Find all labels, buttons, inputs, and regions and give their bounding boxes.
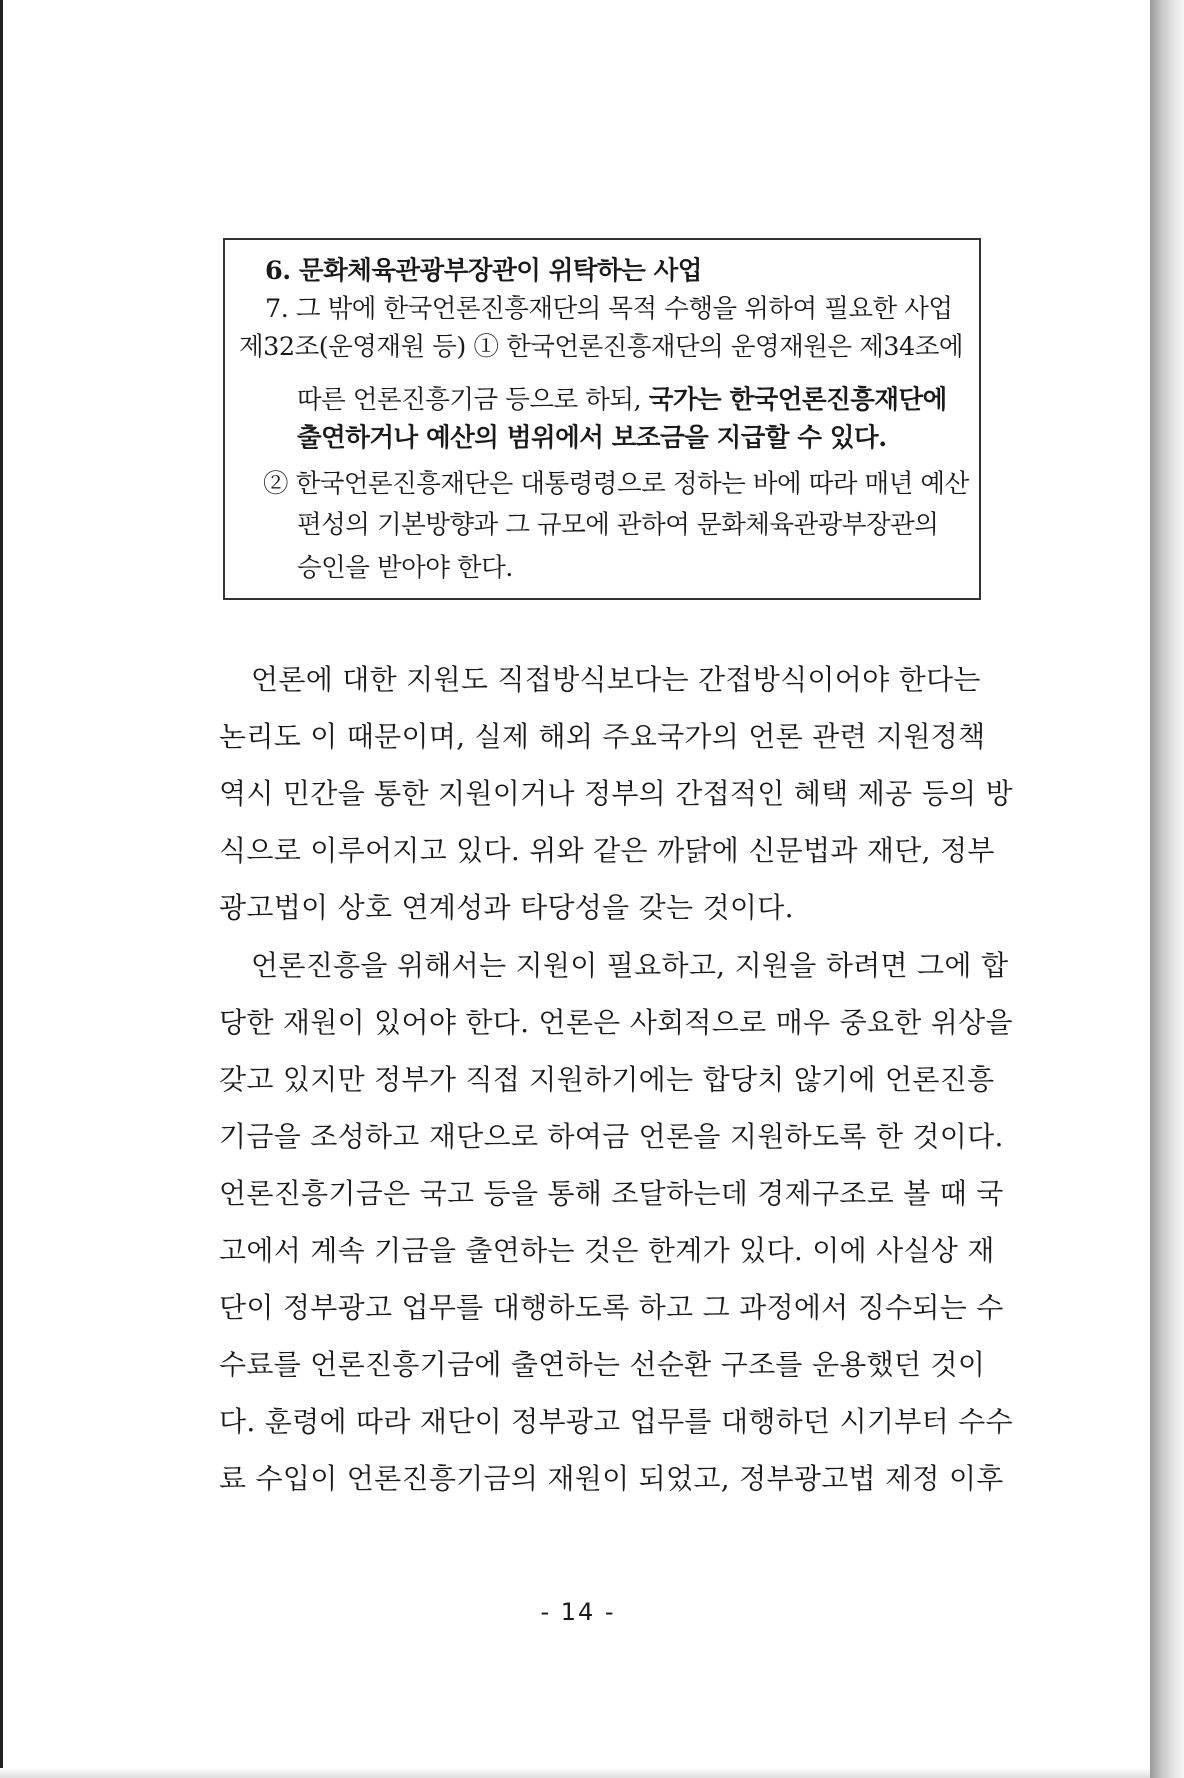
body-line: 고에서 계속 기금을 출연하는 것은 한계가 있다. 이에 사실상 재 <box>219 1234 995 1267</box>
body-line: 다. 훈령에 따라 재단이 정부광고 업무를 대행하던 시기부터 수수 <box>219 1405 1013 1438</box>
page-edge-shadow <box>1150 0 1184 1778</box>
body-line: 식으로 이루어지고 있다. 위와 같은 까닭에 신문법과 재단, 정부 <box>219 834 995 867</box>
body-line: 언론진흥기금은 국고 등을 통해 조달하는데 경제구조로 볼 때 국 <box>219 1177 1004 1210</box>
body-line: 료 수입이 언론진흥기금의 재원이 되었고, 정부광고법 제정 이후 <box>219 1462 1004 1495</box>
page-bottom-shadow <box>0 1768 1150 1778</box>
law-excerpt-box <box>223 238 981 600</box>
law-item-6: 6. 문화체육관광부장관이 위탁하는 사업 <box>265 256 702 286</box>
body-line: 논리도 이 때문이며, 실제 해외 주요국가의 언론 관련 지원정책 <box>219 720 986 753</box>
law-article-32-line-3: 출연하거나 예산의 범위에서 보조금을 지급할 수 있다. <box>297 423 887 453</box>
law-article-32-line-2-bold: 국가는 한국언론진흥재단에 <box>648 385 947 415</box>
body-line: 기금을 조성하고 재단으로 하여금 언론을 지원하도록 한 것이다. <box>219 1120 1004 1153</box>
body-line: 단이 정부광고 업무를 대행하도록 하고 그 과정에서 징수되는 수 <box>219 1291 1004 1324</box>
body-line: 역시 민간을 통한 지원이거나 정부의 간접적인 혜택 제공 등의 방 <box>219 777 1013 810</box>
law-article-32-line-2 <box>297 383 947 417</box>
body-line: 광고법이 상호 연계성과 타당성을 갖는 것이다. <box>219 891 794 924</box>
body-line: 언론에 대한 지원도 직접방식보다는 간접방식이어야 한다는 <box>251 663 981 696</box>
body-line: 수료를 언론진흥기금에 출연하는 선순환 구조를 운용했던 것이 <box>219 1348 986 1381</box>
law-article-32-line-1: 제32조(운영재원 등) ① 한국언론진흥재단의 운영재원은 제34조에 <box>239 332 964 362</box>
law-article-32-para-2-line-3: 승인을 받아야 한다. <box>297 553 513 583</box>
law-item-7: 7. 그 밖에 한국언론진흥재단의 목적 수행을 위하여 필요한 사업 <box>265 294 953 324</box>
body-line: 당한 재원이 있어야 한다. 언론은 사회적으로 매우 중요한 위상을 <box>219 1006 1013 1039</box>
body-line: 언론진흥을 위해서는 지원이 필요하고, 지원을 하려면 그에 합 <box>251 949 1009 982</box>
page-number: - 14 - <box>540 1598 616 1626</box>
law-article-32-line-2-normal: 따른 언론진흥기금 등으로 하되, <box>297 385 649 415</box>
law-article-32-para-2-line-1: ② 한국언론진흥재단은 대통령령으로 정하는 바에 따라 매년 예산 <box>263 469 969 499</box>
law-article-32-para-2-line-2: 편성의 기본방향과 그 규모에 관하여 문화체육관광부장관의 <box>297 510 939 540</box>
body-line: 갖고 있지만 정부가 직접 지원하기에는 합당치 않기에 언론진흥 <box>219 1063 995 1096</box>
